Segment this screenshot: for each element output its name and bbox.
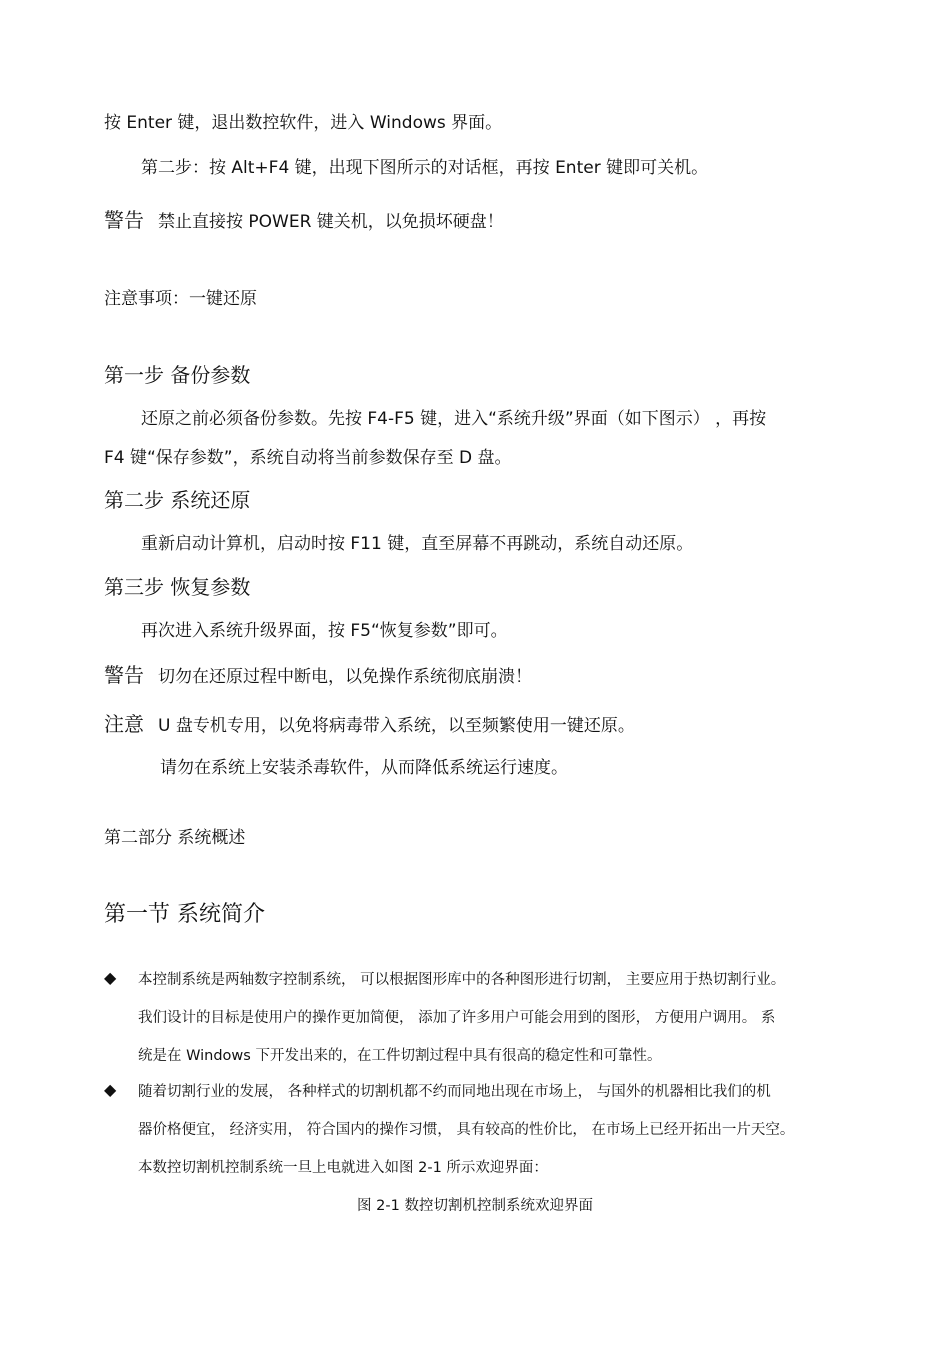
step-heading: 第三步 恢复参数 [104,575,251,599]
note-label: 注意 [104,712,144,736]
warning-label: 警告 [104,663,144,687]
bullet-line: 器价格便宜， 经济实用， 符合国内的操作习惯， 具有较高的性价比， 在市场上已经开拓出一片天空。 [138,1122,795,1138]
text-line: 再次进入系统升级界面，按 F5“恢复参数”即可。 [141,621,508,641]
text-line: 按 Enter 键，退出数控软件，进入 Windows 界面。 [104,113,503,133]
bullet-line: 本数控切割机控制系统一旦上电就进入如图 2-1 所示欢迎界面： [138,1160,548,1176]
warning-line [104,664,532,688]
step-heading: 第一步 备份参数 [104,363,251,387]
note-text-continued: 请勿在系统上安装杀毒软件，从而降低系统运行速度。 [160,758,568,778]
text-line: 重新启动计算机，启动时按 F11 键，直至屏幕不再跳动，系统自动还原。 [141,534,694,554]
note-line [104,713,635,737]
warning-label: 警告 [104,208,144,232]
part-heading: 第二部分 系统概述 [104,828,246,848]
warning-text: 切勿在还原过程中断电，以免操作系统彻底崩溃！ [158,667,532,687]
bullet-line: 随着切割行业的发展， 各种样式的切割机都不约而同地出现在市场上， 与国外的机器相比我们的机 [138,1084,771,1100]
step-heading: 第二步 系统还原 [104,488,251,512]
notice-heading: 注意事项：一键还原 [104,289,257,309]
bullet-line: 本控制系统是两轴数字控制系统， 可以根据图形库中的各种图形进行切割， 主要应用于热切割行业。 [138,972,786,988]
warning-text: 禁止直接按 POWER 键关机，以免损坏硬盘！ [158,212,504,232]
text-line: F4 键“保存参数”，系统自动将当前参数保存至 D 盘。 [104,448,512,468]
text-line: 第二步：按 Alt+F4 键，出现下图所示的对话框，再按 Enter 键即可关机。 [141,158,709,178]
text-line: 还原之前必须备份参数。先按 F4-F5 键，进入“系统升级”界面（如下图示） ，再按 [141,409,767,429]
bullet-diamond-icon: ◆ [104,1080,117,1099]
warning-line [104,209,504,233]
bullet-line: 我们设计的目标是使用户的操作更加简便， 添加了许多用户可能会用到的图形， 方便用户调用。 系 [138,1010,776,1026]
figure-caption: 图 2-1 数控切割机控制系统欢迎界面 [357,1198,593,1214]
note-text: U 盘专机专用，以免将病毒带入系统，以至频繁使用一键还原。 [158,716,635,736]
bullet-line: 统是在 Windows 下开发出来的，在工件切割过程中具有很高的稳定性和可靠性。 [138,1048,662,1064]
bullet-diamond-icon: ◆ [104,968,117,987]
section-heading: 第一节 系统简介 [104,902,265,927]
